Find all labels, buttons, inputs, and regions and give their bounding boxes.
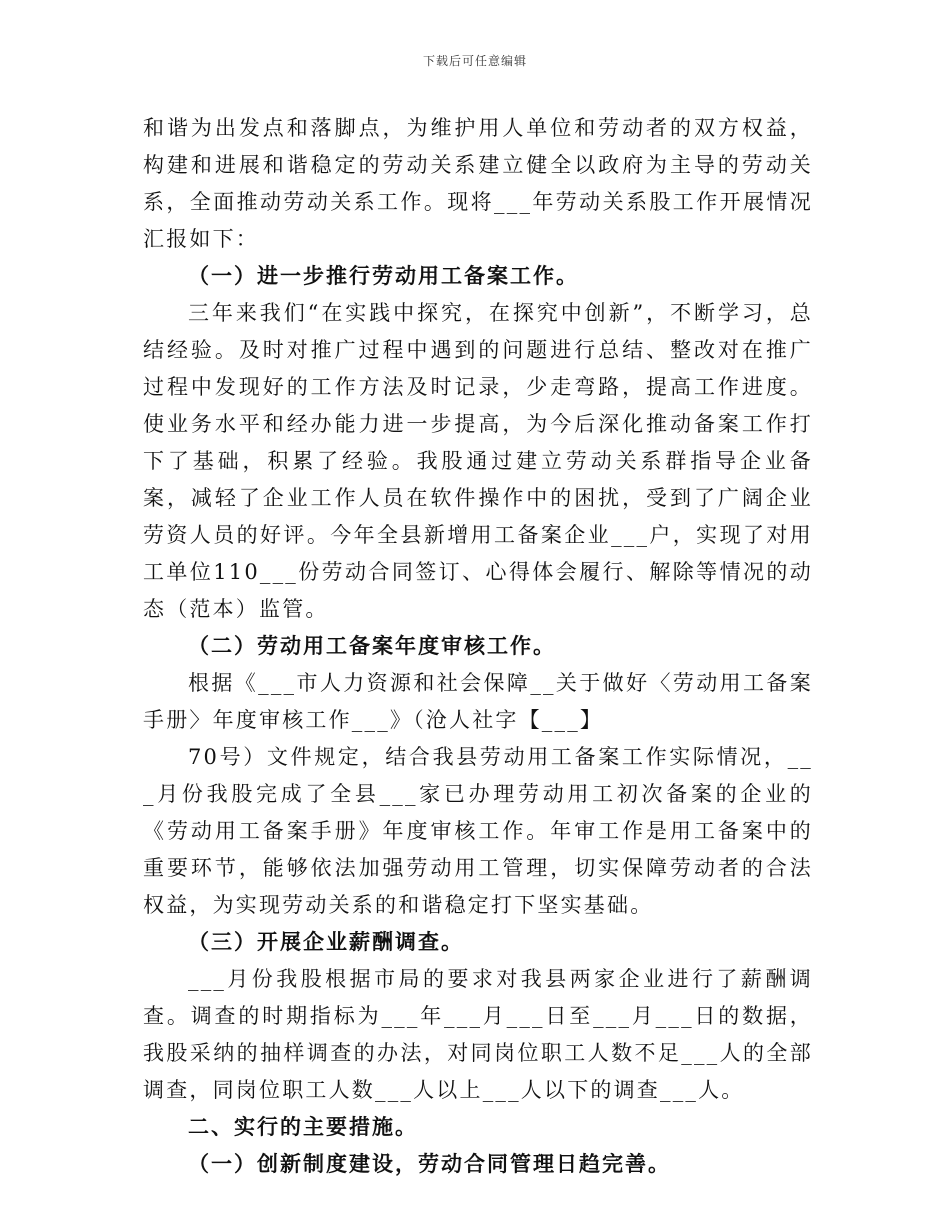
- paragraph: ___月份我股根据市局的要求对我县两家企业进行了薪酬调查。调查的时期指标为___年___月___日至___月___日的数据，我股采纳的抽样调查的办法，对同岗位职工人数不足___人的全部调查，同岗位职工人数___人以上___人以下的调查___人。: [143, 967, 813, 1102]
- paragraph: 三年来我们“在实践中探究，在探究中创新”，不断学习，总结经验。及时对推广过程中遇到的问题进行总结、整改对在推广过程中发现好的工作方法及时记录，少走弯路，提高工作进度。使业务水平和经办能力进一步提高，为今后深化推动备案工作打下了基础，积累了经验。我股通过建立劳动关系群指导企业备案，减轻了企业工作人员在软件操作中的困扰，受到了广阔企业劳资人员的好评。今年全县新增用工备案企业___户，实现了对用工单位110___份劳动合同签订、心得体会履行、解除等情况的动态（范本）监管。: [143, 301, 813, 621]
- page-header: 下载后可任意编辑: [422, 54, 527, 68]
- document-body: [143, 110, 813, 1183]
- section-heading: （一）创新制度建设，劳动合同管理日趋完善。: [188, 1152, 671, 1176]
- section-heading: 二、实行的主要措施。: [188, 1115, 418, 1139]
- section-heading: （二）劳动用工备案年度审核工作。: [188, 634, 556, 658]
- section-heading: （三）开展企业薪酬调查。: [188, 930, 464, 954]
- paragraph: 根据《___市人力资源和社会保障__关于做好〈劳动用工备案手册〉年度审核工作___》（沧人社字【___】: [143, 671, 813, 732]
- paragraph: 70号）文件规定，结合我县劳动用工备案工作实际情况，___月份我股完成了全县___家已办理劳动用工初次备案的企业的《劳动用工备案手册》年度审核工作。年审工作是用工备案中的重要环节，能够依法加强劳动用工管理，切实保障劳动者的合法权益，为实现劳动关系的和谐稳定打下坚实基础。: [143, 745, 813, 917]
- section-heading: （一）进一步推行劳动用工备案工作。: [188, 264, 579, 288]
- paragraph: 和谐为出发点和落脚点，为维护用人单位和劳动者的双方权益，构建和进展和谐稳定的劳动关系建立健全以政府为主导的劳动关系，全面推动劳动关系工作。现将___年劳动关系股工作开展情况汇报如下：: [143, 116, 813, 251]
